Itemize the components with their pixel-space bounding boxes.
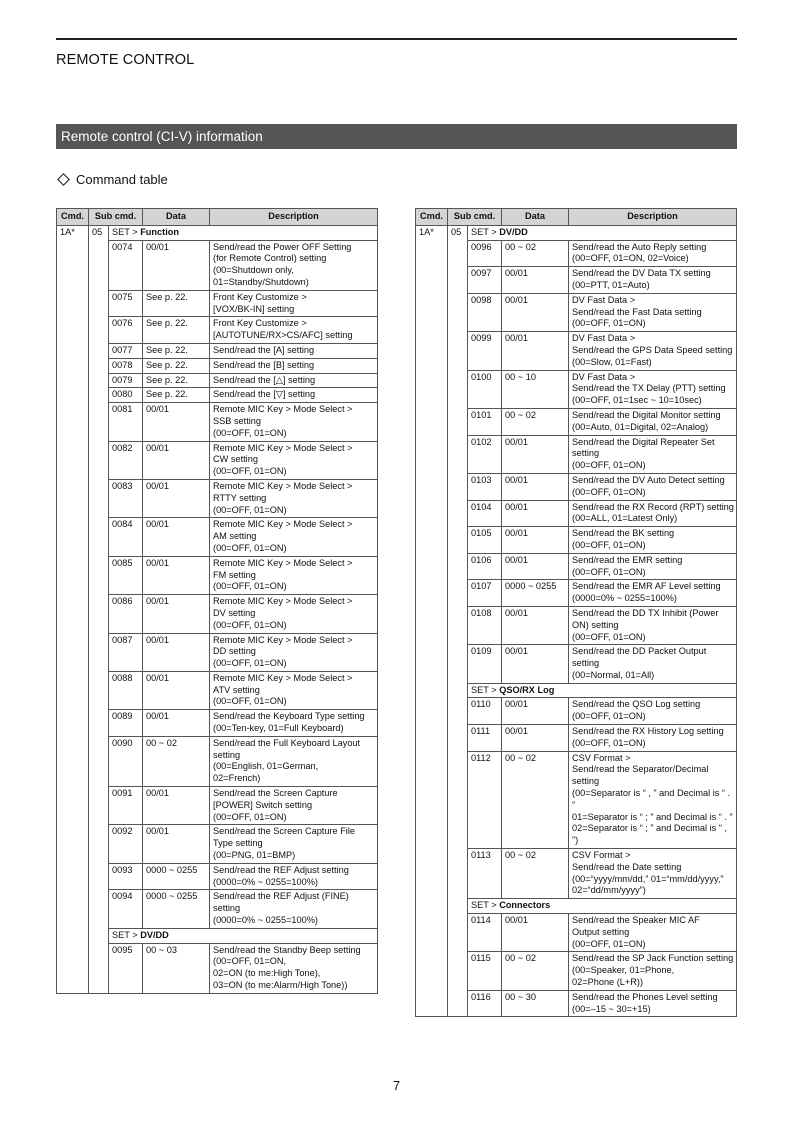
set-group-name: Function bbox=[140, 226, 179, 237]
code-cell: 0098 bbox=[468, 293, 502, 331]
desc-cell: Remote MIC Key > Mode Select > DD setting (00=OFF, 01=ON) bbox=[210, 633, 378, 671]
set-group-label bbox=[109, 225, 378, 240]
subcmd-cell: 05 bbox=[448, 225, 468, 1017]
desc-cell: Send/read the [△] setting bbox=[210, 373, 378, 388]
command-table-right bbox=[415, 208, 737, 1017]
data-cell: See p. 22. bbox=[143, 373, 210, 388]
data-cell: 00/01 bbox=[143, 441, 210, 479]
col-header-data: Data bbox=[143, 209, 210, 226]
desc-cell: Send/read the REF Adjust setting (0000=0% ~ 0255=100%) bbox=[210, 863, 378, 890]
code-cell: 0112 bbox=[468, 751, 502, 848]
set-group-name: Connectors bbox=[499, 900, 551, 911]
col-header-data: Data bbox=[502, 209, 569, 226]
data-cell: 00/01 bbox=[502, 698, 569, 725]
code-cell: 0090 bbox=[109, 736, 143, 786]
code-cell: 0104 bbox=[468, 500, 502, 527]
page-number: 7 bbox=[392, 1078, 401, 1093]
top-rule bbox=[56, 38, 737, 40]
desc-cell: Send/read the Speaker MIC AF Output setting (00=OFF, 01=ON) bbox=[569, 914, 737, 952]
desc-cell: Send/read the Auto Reply setting (00=OFF, 01=ON, 02=Voice) bbox=[569, 240, 737, 267]
desc-cell: Send/read the [B] setting bbox=[210, 358, 378, 373]
data-cell: 00/01 bbox=[502, 527, 569, 554]
desc-cell: Send/read the Screen Capture File Type setting (00=PNG, 01=BMP) bbox=[210, 825, 378, 863]
desc-cell: Send/read the BK setting (00=OFF, 01=ON) bbox=[569, 527, 737, 554]
code-cell: 0100 bbox=[468, 370, 502, 408]
desc-cell: Send/read the RX Record (RPT) setting (00=ALL, 01=Latest Only) bbox=[569, 500, 737, 527]
data-cell: 00/01 bbox=[502, 473, 569, 500]
data-cell: 00 ~ 02 bbox=[502, 240, 569, 267]
desc-cell: Send/read the SP Jack Function setting (00=Speaker, 01=Phone, 02=Phone (L+R)) bbox=[569, 952, 737, 990]
desc-cell: Send/read the Digital Monitor setting (00=Auto, 01=Digital, 02=Analog) bbox=[569, 408, 737, 435]
code-cell: 0089 bbox=[109, 710, 143, 737]
data-cell: 00/01 bbox=[143, 479, 210, 517]
data-cell: 00/01 bbox=[143, 710, 210, 737]
desc-cell: Send/read the [A] setting bbox=[210, 343, 378, 358]
code-cell: 0111 bbox=[468, 725, 502, 752]
col-header-desc: Description bbox=[569, 209, 737, 226]
data-cell: See p. 22. bbox=[143, 290, 210, 317]
set-group-label bbox=[468, 225, 737, 240]
data-cell: 00/01 bbox=[143, 240, 210, 290]
desc-cell: CSV Format > Send/read the Date setting (00=“yyyy/mm/dd,” 01=“mm/dd/yyyy,” 02=“dd/mm/yyyy”) bbox=[569, 849, 737, 899]
desc-cell: CSV Format > Send/read the Separator/Decimal setting (00=Separator is “ , ” and Decimal is “ . ” 01=Separator is “ ; ” and Decimal is “ . ” 02=Separator is “ ; ” and Decimal is “ , ”) bbox=[569, 751, 737, 848]
col-header-subcmd: Sub cmd. bbox=[89, 209, 143, 226]
desc-cell: Send/read the RX History Log setting (00=OFF, 01=ON) bbox=[569, 725, 737, 752]
desc-cell: DV Fast Data > Send/read the Fast Data setting (00=OFF, 01=ON) bbox=[569, 293, 737, 331]
desc-cell: Send/read the Screen Capture [POWER] Switch setting (00=OFF, 01=ON) bbox=[210, 787, 378, 825]
code-cell: 0096 bbox=[468, 240, 502, 267]
data-cell: 00 ~ 03 bbox=[143, 943, 210, 993]
desc-cell: Send/read the Digital Repeater Set setting (00=OFF, 01=ON) bbox=[569, 435, 737, 473]
data-cell: 00/01 bbox=[502, 267, 569, 294]
desc-cell: Remote MIC Key > Mode Select > FM setting (00=OFF, 01=ON) bbox=[210, 556, 378, 594]
code-cell: 0084 bbox=[109, 518, 143, 556]
data-cell: 00/01 bbox=[143, 671, 210, 709]
set-group-label bbox=[468, 899, 737, 914]
code-cell: 0099 bbox=[468, 332, 502, 370]
desc-cell: Send/read the REF Adjust (FINE) setting (0000=0% ~ 0255=100%) bbox=[210, 890, 378, 928]
code-cell: 0116 bbox=[468, 990, 502, 1017]
data-cell: 00 ~ 02 bbox=[502, 849, 569, 899]
code-cell: 0101 bbox=[468, 408, 502, 435]
set-prefix: SET > bbox=[112, 226, 141, 237]
code-cell: 0083 bbox=[109, 479, 143, 517]
code-cell: 0105 bbox=[468, 527, 502, 554]
data-cell: 00/01 bbox=[143, 825, 210, 863]
data-cell: 00/01 bbox=[143, 787, 210, 825]
desc-cell: Send/read the Standby Beep setting (00=OFF, 01=ON, 02=ON (to me:High Tone), 03=ON (to me:Alarm/High Tone)) bbox=[210, 943, 378, 993]
data-cell: 00 ~ 10 bbox=[502, 370, 569, 408]
set-prefix: SET > bbox=[471, 684, 500, 695]
desc-cell: Remote MIC Key > Mode Select > SSB setting (00=OFF, 01=ON) bbox=[210, 403, 378, 441]
code-cell: 0115 bbox=[468, 952, 502, 990]
set-group-label bbox=[109, 928, 378, 943]
set-group-name: QSO/RX Log bbox=[499, 684, 555, 695]
desc-cell: Send/read the Keyboard Type setting (00=Ten-key, 01=Full Keyboard) bbox=[210, 710, 378, 737]
code-cell: 0085 bbox=[109, 556, 143, 594]
desc-cell: Send/read the [▽] setting bbox=[210, 388, 378, 403]
data-cell: 00/01 bbox=[143, 403, 210, 441]
col-header-cmd: Cmd. bbox=[416, 209, 448, 226]
section-title: REMOTE CONTROL bbox=[56, 52, 195, 68]
code-cell: 0106 bbox=[468, 553, 502, 580]
code-cell: 0108 bbox=[468, 606, 502, 644]
data-cell: 0000 ~ 0255 bbox=[143, 890, 210, 928]
col-header-cmd: Cmd. bbox=[57, 209, 89, 226]
set-group-row bbox=[416, 225, 737, 240]
data-cell: 00/01 bbox=[502, 500, 569, 527]
desc-cell: Remote MIC Key > Mode Select > AM setting (00=OFF, 01=ON) bbox=[210, 518, 378, 556]
code-cell: 0095 bbox=[109, 943, 143, 993]
subcmd-cell: 05 bbox=[89, 225, 109, 993]
desc-cell: Send/read the Full Keyboard Layout setting (00=English, 01=German, 02=French) bbox=[210, 736, 378, 786]
set-prefix: SET > bbox=[112, 929, 141, 940]
data-cell: 00 ~ 02 bbox=[502, 952, 569, 990]
data-cell: See p. 22. bbox=[143, 388, 210, 403]
code-cell: 0078 bbox=[109, 358, 143, 373]
code-cell: 0082 bbox=[109, 441, 143, 479]
desc-cell: Send/read the Phones Level setting (00=–15 ~ 30=+15) bbox=[569, 990, 737, 1017]
code-cell: 0080 bbox=[109, 388, 143, 403]
desc-cell: Remote MIC Key > Mode Select > DV setting (00=OFF, 01=ON) bbox=[210, 595, 378, 633]
data-cell: See p. 22. bbox=[143, 358, 210, 373]
desc-cell: Remote MIC Key > Mode Select > CW setting (00=OFF, 01=ON) bbox=[210, 441, 378, 479]
code-cell: 0114 bbox=[468, 914, 502, 952]
set-group-name: DV/DD bbox=[499, 226, 528, 237]
code-cell: 0086 bbox=[109, 595, 143, 633]
data-cell: 00/01 bbox=[502, 332, 569, 370]
desc-cell: Remote MIC Key > Mode Select > ATV setting (00=OFF, 01=ON) bbox=[210, 671, 378, 709]
code-cell: 0077 bbox=[109, 343, 143, 358]
data-cell: 00/01 bbox=[502, 435, 569, 473]
subheading bbox=[56, 172, 168, 187]
data-cell: See p. 22. bbox=[143, 317, 210, 344]
code-cell: 0092 bbox=[109, 825, 143, 863]
desc-cell: Front Key Customize > [AUTOTUNE/RX>CS/AFC] setting bbox=[210, 317, 378, 344]
set-prefix: SET > bbox=[471, 900, 500, 911]
code-cell: 0075 bbox=[109, 290, 143, 317]
data-cell: 00/01 bbox=[502, 914, 569, 952]
code-cell: 0110 bbox=[468, 698, 502, 725]
set-group-label bbox=[468, 683, 737, 698]
col-header-subcmd: Sub cmd. bbox=[448, 209, 502, 226]
code-cell: 0103 bbox=[468, 473, 502, 500]
code-cell: 0076 bbox=[109, 317, 143, 344]
subheading-text: Command table bbox=[76, 172, 168, 187]
code-cell: 0093 bbox=[109, 863, 143, 890]
desc-cell: Send/read the DV Auto Detect setting (00=OFF, 01=ON) bbox=[569, 473, 737, 500]
data-cell: 00/01 bbox=[502, 725, 569, 752]
desc-cell: DV Fast Data > Send/read the TX Delay (PTT) setting (00=OFF, 01=1sec ~ 10=10sec) bbox=[569, 370, 737, 408]
desc-cell: Send/read the QSO Log setting (00=OFF, 01=ON) bbox=[569, 698, 737, 725]
set-group-name: DV/DD bbox=[140, 929, 169, 940]
col-header-desc: Description bbox=[210, 209, 378, 226]
data-cell: 00/01 bbox=[143, 633, 210, 671]
data-cell: 00 ~ 02 bbox=[502, 408, 569, 435]
table-header-row bbox=[416, 209, 737, 226]
data-cell: 0000 ~ 0255 bbox=[143, 863, 210, 890]
code-cell: 0087 bbox=[109, 633, 143, 671]
desc-cell: Front Key Customize > [VOX/BK-IN] setting bbox=[210, 290, 378, 317]
data-cell: 00/01 bbox=[502, 293, 569, 331]
data-cell: 00/01 bbox=[502, 606, 569, 644]
code-cell: 0109 bbox=[468, 645, 502, 683]
desc-cell: Send/read the DD TX Inhibit (Power ON) setting (00=OFF, 01=ON) bbox=[569, 606, 737, 644]
data-cell: 00 ~ 30 bbox=[502, 990, 569, 1017]
code-cell: 0091 bbox=[109, 787, 143, 825]
cmd-cell: 1A* bbox=[57, 225, 89, 993]
desc-cell: DV Fast Data > Send/read the GPS Data Speed setting (00=Slow, 01=Fast) bbox=[569, 332, 737, 370]
data-cell: 00/01 bbox=[143, 518, 210, 556]
section-banner: Remote control (CI-V) information bbox=[56, 124, 737, 149]
data-cell: 00/01 bbox=[143, 556, 210, 594]
data-cell: 00/01 bbox=[502, 645, 569, 683]
code-cell: 0074 bbox=[109, 240, 143, 290]
data-cell: 00/01 bbox=[143, 595, 210, 633]
code-cell: 0107 bbox=[468, 580, 502, 607]
code-cell: 0088 bbox=[109, 671, 143, 709]
code-cell: 0113 bbox=[468, 849, 502, 899]
desc-cell: Send/read the EMR AF Level setting (0000=0% ~ 0255=100%) bbox=[569, 580, 737, 607]
cmd-cell: 1A* bbox=[416, 225, 448, 1017]
data-cell: See p. 22. bbox=[143, 343, 210, 358]
data-cell: 00/01 bbox=[502, 553, 569, 580]
desc-cell: Send/read the Power OFF Setting (for Remote Control) setting (00=Shutdown only, 01=Standby/Shutdown) bbox=[210, 240, 378, 290]
code-cell: 0094 bbox=[109, 890, 143, 928]
code-cell: 0097 bbox=[468, 267, 502, 294]
desc-cell: Send/read the EMR setting (00=OFF, 01=ON) bbox=[569, 553, 737, 580]
set-group-row bbox=[57, 225, 378, 240]
code-cell: 0079 bbox=[109, 373, 143, 388]
desc-cell: Send/read the DV Data TX setting (00=PTT, 01=Auto) bbox=[569, 267, 737, 294]
desc-cell: Remote MIC Key > Mode Select > RTTY setting (00=OFF, 01=ON) bbox=[210, 479, 378, 517]
data-cell: 00 ~ 02 bbox=[502, 751, 569, 848]
desc-cell: Send/read the DD Packet Output setting (00=Normal, 01=All) bbox=[569, 645, 737, 683]
data-cell: 00 ~ 02 bbox=[143, 736, 210, 786]
data-cell: 0000 ~ 0255 bbox=[502, 580, 569, 607]
code-cell: 0081 bbox=[109, 403, 143, 441]
set-prefix: SET > bbox=[471, 226, 500, 237]
diamond-icon bbox=[57, 173, 70, 186]
command-table-left bbox=[56, 208, 378, 994]
table-header-row bbox=[57, 209, 378, 226]
code-cell: 0102 bbox=[468, 435, 502, 473]
